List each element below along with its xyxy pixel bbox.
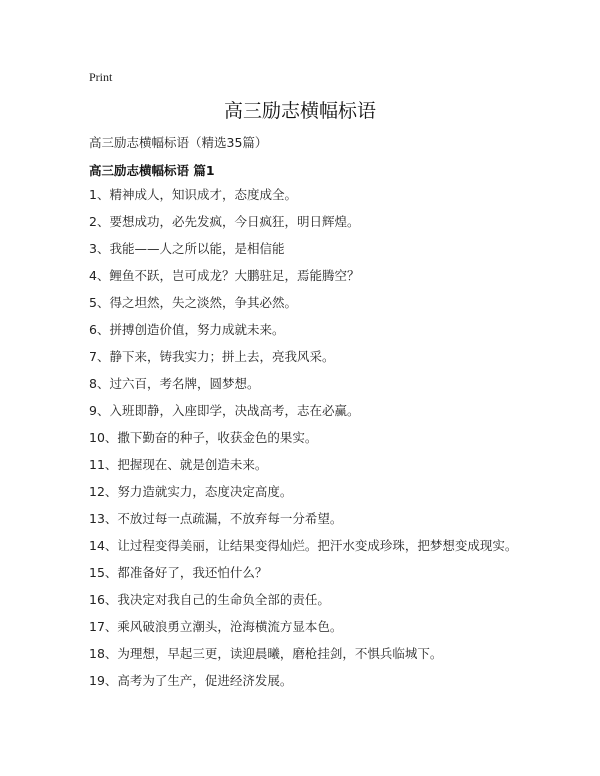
list-item: 5、得之坦然，失之淡然，争其必然。 [89,295,297,310]
section-heading: 高三励志横幅标语 篇1 [89,163,215,178]
list-item: 7、静下来，铸我实力；拼上去，亮我风采。 [89,349,335,364]
page-title: 高三励志横幅标语 [223,100,376,122]
list-item: 15、都准备好了，我还怕什么？ [89,565,268,580]
print-link[interactable]: Print [89,70,113,84]
list-item: 10、撒下勤奋的种子，收获金色的果实。 [89,430,318,445]
list-item: 2、要想成功，必先发疯，今日疯狂，明日辉煌。 [89,214,360,229]
list-item: 13、不放过每一点疏漏，不放弃每一分希望。 [89,511,343,526]
list-item: 8、过六百，考名牌，圆梦想。 [89,376,260,391]
list-item: 9、入班即静，入座即学，决战高考，志在必赢。 [89,403,360,418]
list-item: 19、高考为了生产，促进经济发展。 [89,673,293,688]
list-item: 3、我能——人之所以能，是相信能 [89,241,285,256]
document-subtitle: 高三励志横幅标语（精选35篇） [89,135,268,150]
list-item: 1、精神成人，知识成才，态度成全。 [89,187,297,202]
list-item: 17、乘风破浪勇立潮头，沧海横流方显本色。 [89,619,343,634]
list-item: 6、拼搏创造价值，努力成就未来。 [89,322,285,337]
slogan-list [89,188,517,701]
list-item: 11、把握现在、就是创造未来。 [89,457,268,472]
list-item: 4、鲤鱼不跃，岂可成龙？大鹏驻足，焉能腾空？ [89,268,360,283]
list-item: 14、让过程变得美丽，让结果变得灿烂。把汗水变成珍珠，把梦想变成现实。 [89,538,518,553]
list-item: 12、努力造就实力，态度决定高度。 [89,484,293,499]
list-item: 18、为理想，早起三更，读迎晨曦，磨枪挂剑，不惧兵临城下。 [89,646,443,661]
list-item: 16、我决定对我自己的生命负全部的责任。 [89,592,330,607]
